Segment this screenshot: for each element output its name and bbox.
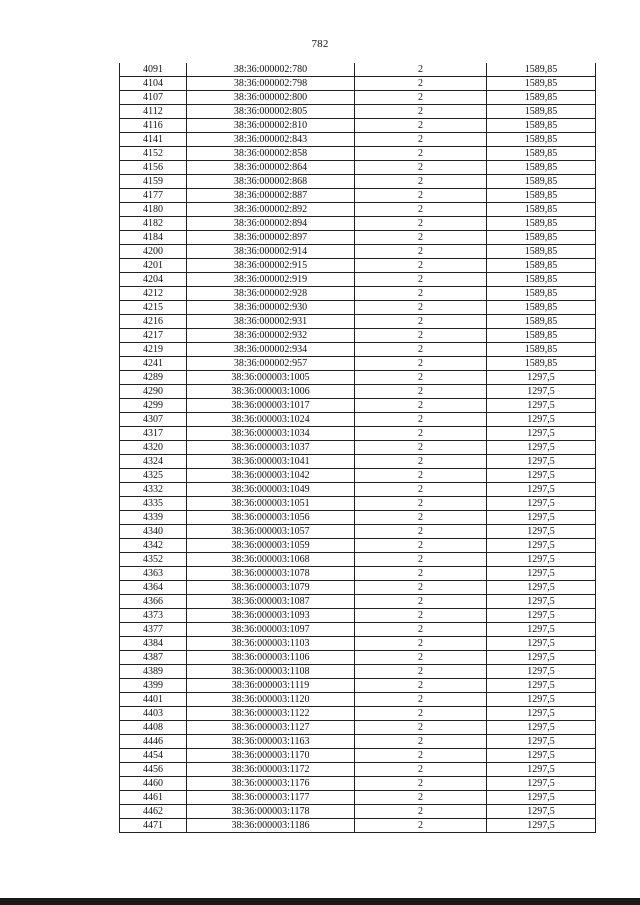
table-row: [120, 511, 596, 525]
cell-cadastral-number: 38:36:000003:1119: [187, 679, 355, 693]
cell-value: 1297,5: [487, 497, 596, 511]
cell-record-number: 4204: [120, 273, 187, 287]
cell-cadastral-number: 38:36:000003:1056: [187, 511, 355, 525]
cell-record-number: 4217: [120, 329, 187, 343]
cell-value: 1297,5: [487, 777, 596, 791]
cell-value: 1589,85: [487, 343, 596, 357]
cell-cadastral-number: 38:36:000002:864: [187, 161, 355, 175]
cell-count: 2: [355, 301, 487, 315]
cell-value: 1297,5: [487, 399, 596, 413]
cell-record-number: 4401: [120, 693, 187, 707]
table-row: [120, 553, 596, 567]
cell-record-number: 4107: [120, 91, 187, 105]
cell-record-number: 4461: [120, 791, 187, 805]
table-row: [120, 567, 596, 581]
cell-count: 2: [355, 413, 487, 427]
cell-count: 2: [355, 511, 487, 525]
table-row: [120, 609, 596, 623]
table-row: [120, 791, 596, 805]
cell-count: 2: [355, 805, 487, 819]
cell-record-number: 4335: [120, 497, 187, 511]
table-row: [120, 525, 596, 539]
cell-value: 1589,85: [487, 357, 596, 371]
cell-cadastral-number: 38:36:000002:915: [187, 259, 355, 273]
cell-value: 1297,5: [487, 693, 596, 707]
table-row: [120, 427, 596, 441]
cell-cadastral-number: 38:36:000002:957: [187, 357, 355, 371]
cell-value: 1589,85: [487, 217, 596, 231]
cell-cadastral-number: 38:36:000003:1041: [187, 455, 355, 469]
cell-count: 2: [355, 483, 487, 497]
cell-cadastral-number: 38:36:000003:1057: [187, 525, 355, 539]
cell-cadastral-number: 38:36:000003:1087: [187, 595, 355, 609]
table-row: [120, 245, 596, 259]
cell-record-number: 4299: [120, 399, 187, 413]
cell-cadastral-number: 38:36:000003:1017: [187, 399, 355, 413]
table-row: [120, 189, 596, 203]
cell-count: 2: [355, 581, 487, 595]
registry-table-body: [120, 63, 596, 833]
cell-count: 2: [355, 287, 487, 301]
cell-value: 1297,5: [487, 483, 596, 497]
cell-cadastral-number: 38:36:000002:843: [187, 133, 355, 147]
table-row: [120, 441, 596, 455]
cell-count: 2: [355, 623, 487, 637]
cell-count: 2: [355, 665, 487, 679]
cell-value: 1297,5: [487, 553, 596, 567]
cell-cadastral-number: 38:36:000002:919: [187, 273, 355, 287]
cell-record-number: 4290: [120, 385, 187, 399]
table-row: [120, 763, 596, 777]
cell-cadastral-number: 38:36:000002:894: [187, 217, 355, 231]
cell-cadastral-number: 38:36:000003:1120: [187, 693, 355, 707]
cell-cadastral-number: 38:36:000002:887: [187, 189, 355, 203]
cell-count: 2: [355, 763, 487, 777]
cell-record-number: 4446: [120, 735, 187, 749]
cell-record-number: 4384: [120, 637, 187, 651]
cell-record-number: 4307: [120, 413, 187, 427]
cell-count: 2: [355, 469, 487, 483]
cell-count: 2: [355, 385, 487, 399]
table-row: [120, 315, 596, 329]
cell-value: 1297,5: [487, 707, 596, 721]
cell-value: 1589,85: [487, 133, 596, 147]
cell-record-number: 4317: [120, 427, 187, 441]
cell-record-number: 4241: [120, 357, 187, 371]
cell-record-number: 4182: [120, 217, 187, 231]
cell-record-number: 4366: [120, 595, 187, 609]
cell-cadastral-number: 38:36:000003:1024: [187, 413, 355, 427]
page-number: 782: [311, 38, 329, 50]
cell-value: 1589,85: [487, 161, 596, 175]
cell-record-number: 4454: [120, 749, 187, 763]
cell-count: 2: [355, 259, 487, 273]
cell-count: 2: [355, 777, 487, 791]
cell-record-number: 4340: [120, 525, 187, 539]
cell-value: 1589,85: [487, 203, 596, 217]
cell-value: 1297,5: [487, 637, 596, 651]
cell-count: 2: [355, 721, 487, 735]
cell-record-number: 4339: [120, 511, 187, 525]
cell-cadastral-number: 38:36:000003:1051: [187, 497, 355, 511]
table-row: [120, 161, 596, 175]
cell-count: 2: [355, 105, 487, 119]
cell-cadastral-number: 38:36:000002:930: [187, 301, 355, 315]
table-row: [120, 581, 596, 595]
cell-value: 1589,85: [487, 147, 596, 161]
cell-record-number: 4364: [120, 581, 187, 595]
cell-cadastral-number: 38:36:000003:1127: [187, 721, 355, 735]
table-row: [120, 651, 596, 665]
cell-value: 1297,5: [487, 371, 596, 385]
cell-record-number: 4471: [120, 819, 187, 833]
cell-record-number: 4377: [120, 623, 187, 637]
cell-cadastral-number: 38:36:000002:868: [187, 175, 355, 189]
table-row: [120, 357, 596, 371]
cell-record-number: 4389: [120, 665, 187, 679]
cell-value: 1589,85: [487, 77, 596, 91]
table-row: [120, 539, 596, 553]
cell-record-number: 4152: [120, 147, 187, 161]
table-row: [120, 679, 596, 693]
cell-cadastral-number: 38:36:000002:934: [187, 343, 355, 357]
cell-cadastral-number: 38:36:000002:798: [187, 77, 355, 91]
cell-value: 1297,5: [487, 735, 596, 749]
cell-record-number: 4320: [120, 441, 187, 455]
cell-count: 2: [355, 371, 487, 385]
cell-count: 2: [355, 651, 487, 665]
cell-cadastral-number: 38:36:000003:1108: [187, 665, 355, 679]
cell-cadastral-number: 38:36:000003:1059: [187, 539, 355, 553]
cell-record-number: 4363: [120, 567, 187, 581]
cell-count: 2: [355, 77, 487, 91]
cell-count: 2: [355, 497, 487, 511]
cell-record-number: 4180: [120, 203, 187, 217]
cell-count: 2: [355, 119, 487, 133]
table-row: [120, 91, 596, 105]
cell-cadastral-number: 38:36:000002:914: [187, 245, 355, 259]
cell-value: 1297,5: [487, 441, 596, 455]
table-row: [120, 805, 596, 819]
cell-value: 1297,5: [487, 455, 596, 469]
cell-value: 1589,85: [487, 189, 596, 203]
cell-cadastral-number: 38:36:000003:1163: [187, 735, 355, 749]
cell-cadastral-number: 38:36:000002:858: [187, 147, 355, 161]
table-row: [120, 385, 596, 399]
table-row: [120, 399, 596, 413]
cell-value: 1297,5: [487, 805, 596, 819]
table-row: [120, 735, 596, 749]
cell-record-number: 4462: [120, 805, 187, 819]
bottom-scan-edge: [0, 898, 640, 905]
cell-cadastral-number: 38:36:000002:892: [187, 203, 355, 217]
cell-cadastral-number: 38:36:000002:928: [187, 287, 355, 301]
cell-cadastral-number: 38:36:000003:1172: [187, 763, 355, 777]
cell-count: 2: [355, 217, 487, 231]
cell-count: 2: [355, 161, 487, 175]
cell-count: 2: [355, 595, 487, 609]
cell-count: 2: [355, 525, 487, 539]
cell-record-number: 4159: [120, 175, 187, 189]
cell-count: 2: [355, 567, 487, 581]
cell-record-number: 4091: [120, 63, 187, 77]
cell-value: 1297,5: [487, 525, 596, 539]
cell-count: 2: [355, 133, 487, 147]
table-row: [120, 133, 596, 147]
cell-value: 1589,85: [487, 315, 596, 329]
cell-count: 2: [355, 553, 487, 567]
cell-count: 2: [355, 679, 487, 693]
cell-record-number: 4352: [120, 553, 187, 567]
cell-record-number: 4403: [120, 707, 187, 721]
cell-cadastral-number: 38:36:000003:1079: [187, 581, 355, 595]
cell-cadastral-number: 38:36:000002:897: [187, 231, 355, 245]
cell-value: 1297,5: [487, 511, 596, 525]
table-row: [120, 147, 596, 161]
cell-cadastral-number: 38:36:000002:932: [187, 329, 355, 343]
cell-count: 2: [355, 735, 487, 749]
table-row: [120, 273, 596, 287]
cell-record-number: 4184: [120, 231, 187, 245]
cell-count: 2: [355, 749, 487, 763]
table-row: [120, 623, 596, 637]
table-row: [120, 203, 596, 217]
cell-record-number: 4324: [120, 455, 187, 469]
cell-count: 2: [355, 343, 487, 357]
cell-record-number: 4289: [120, 371, 187, 385]
cell-value: 1589,85: [487, 329, 596, 343]
cell-record-number: 4201: [120, 259, 187, 273]
table-row: [120, 455, 596, 469]
cell-count: 2: [355, 231, 487, 245]
cell-value: 1589,85: [487, 273, 596, 287]
table-row: [120, 119, 596, 133]
cell-value: 1297,5: [487, 427, 596, 441]
cell-count: 2: [355, 329, 487, 343]
cell-record-number: 4141: [120, 133, 187, 147]
cell-value: 1297,5: [487, 791, 596, 805]
cell-cadastral-number: 38:36:000003:1103: [187, 637, 355, 651]
cell-record-number: 4408: [120, 721, 187, 735]
cell-value: 1297,5: [487, 651, 596, 665]
cell-count: 2: [355, 175, 487, 189]
cell-cadastral-number: 38:36:000003:1178: [187, 805, 355, 819]
table-row: [120, 175, 596, 189]
cell-count: 2: [355, 637, 487, 651]
cell-count: 2: [355, 315, 487, 329]
cell-value: 1297,5: [487, 413, 596, 427]
cell-value: 1297,5: [487, 567, 596, 581]
cell-cadastral-number: 38:36:000002:805: [187, 105, 355, 119]
cell-count: 2: [355, 203, 487, 217]
cell-cadastral-number: 38:36:000002:810: [187, 119, 355, 133]
table-row: [120, 721, 596, 735]
cell-cadastral-number: 38:36:000002:780: [187, 63, 355, 77]
cell-count: 2: [355, 539, 487, 553]
cell-value: 1297,5: [487, 595, 596, 609]
table-row: [120, 63, 596, 77]
cell-record-number: 4200: [120, 245, 187, 259]
cell-value: 1589,85: [487, 259, 596, 273]
cell-record-number: 4216: [120, 315, 187, 329]
cell-record-number: 4116: [120, 119, 187, 133]
cell-value: 1297,5: [487, 749, 596, 763]
cell-value: 1297,5: [487, 539, 596, 553]
cell-cadastral-number: 38:36:000003:1042: [187, 469, 355, 483]
cell-cadastral-number: 38:36:000003:1037: [187, 441, 355, 455]
cell-count: 2: [355, 455, 487, 469]
table-row: [120, 343, 596, 357]
cell-value: 1589,85: [487, 119, 596, 133]
cell-record-number: 4156: [120, 161, 187, 175]
cell-cadastral-number: 38:36:000003:1177: [187, 791, 355, 805]
cell-record-number: 4177: [120, 189, 187, 203]
cell-value: 1589,85: [487, 105, 596, 119]
cell-value: 1589,85: [487, 245, 596, 259]
cell-count: 2: [355, 189, 487, 203]
cell-value: 1589,85: [487, 287, 596, 301]
cell-record-number: 4373: [120, 609, 187, 623]
cell-record-number: 4212: [120, 287, 187, 301]
table-row: [120, 231, 596, 245]
table-row: [120, 301, 596, 315]
cell-value: 1589,85: [487, 91, 596, 105]
cell-value: 1589,85: [487, 63, 596, 77]
table-row: [120, 595, 596, 609]
cell-count: 2: [355, 147, 487, 161]
cell-value: 1297,5: [487, 679, 596, 693]
cell-record-number: 4342: [120, 539, 187, 553]
cell-count: 2: [355, 819, 487, 833]
table-row: [120, 329, 596, 343]
cell-count: 2: [355, 245, 487, 259]
cell-cadastral-number: 38:36:000003:1006: [187, 385, 355, 399]
cell-count: 2: [355, 63, 487, 77]
cell-count: 2: [355, 609, 487, 623]
cell-record-number: 4399: [120, 679, 187, 693]
table-row: [120, 777, 596, 791]
cell-value: 1297,5: [487, 721, 596, 735]
cell-value: 1589,85: [487, 301, 596, 315]
cell-cadastral-number: 38:36:000003:1034: [187, 427, 355, 441]
table-row: [120, 77, 596, 91]
registry-table: [119, 63, 596, 833]
cell-cadastral-number: 38:36:000003:1176: [187, 777, 355, 791]
cell-count: 2: [355, 273, 487, 287]
table-row: [120, 497, 596, 511]
cell-cadastral-number: 38:36:000003:1097: [187, 623, 355, 637]
cell-value: 1297,5: [487, 763, 596, 777]
cell-record-number: 4387: [120, 651, 187, 665]
table-row: [120, 217, 596, 231]
cell-cadastral-number: 38:36:000003:1068: [187, 553, 355, 567]
cell-count: 2: [355, 427, 487, 441]
table-row: [120, 693, 596, 707]
cell-record-number: 4215: [120, 301, 187, 315]
cell-record-number: 4456: [120, 763, 187, 777]
cell-count: 2: [355, 357, 487, 371]
table-row: [120, 707, 596, 721]
table-row: [120, 413, 596, 427]
table-row: [120, 105, 596, 119]
cell-cadastral-number: 38:36:000003:1078: [187, 567, 355, 581]
cell-value: 1297,5: [487, 819, 596, 833]
cell-cadastral-number: 38:36:000003:1005: [187, 371, 355, 385]
table-row: [120, 665, 596, 679]
cell-cadastral-number: 38:36:000003:1049: [187, 483, 355, 497]
cell-cadastral-number: 38:36:000003:1106: [187, 651, 355, 665]
table-row: [120, 469, 596, 483]
cell-value: 1589,85: [487, 175, 596, 189]
cell-count: 2: [355, 707, 487, 721]
cell-count: 2: [355, 91, 487, 105]
cell-count: 2: [355, 399, 487, 413]
table-row: [120, 287, 596, 301]
cell-count: 2: [355, 791, 487, 805]
cell-cadastral-number: 38:36:000003:1122: [187, 707, 355, 721]
cell-count: 2: [355, 441, 487, 455]
cell-value: 1297,5: [487, 385, 596, 399]
cell-cadastral-number: 38:36:000002:800: [187, 91, 355, 105]
table-row: [120, 259, 596, 273]
cell-record-number: 4112: [120, 105, 187, 119]
cell-count: 2: [355, 693, 487, 707]
table-row: [120, 371, 596, 385]
table-row: [120, 637, 596, 651]
cell-record-number: 4332: [120, 483, 187, 497]
cell-value: 1297,5: [487, 469, 596, 483]
table-row: [120, 483, 596, 497]
cell-record-number: 4104: [120, 77, 187, 91]
cell-record-number: 4325: [120, 469, 187, 483]
table-row: [120, 749, 596, 763]
cell-value: 1297,5: [487, 623, 596, 637]
cell-value: 1297,5: [487, 581, 596, 595]
cell-value: 1297,5: [487, 609, 596, 623]
cell-cadastral-number: 38:36:000002:931: [187, 315, 355, 329]
cell-cadastral-number: 38:36:000003:1170: [187, 749, 355, 763]
cell-record-number: 4219: [120, 343, 187, 357]
cell-cadastral-number: 38:36:000003:1093: [187, 609, 355, 623]
table-row: [120, 819, 596, 833]
cell-cadastral-number: 38:36:000003:1186: [187, 819, 355, 833]
cell-value: 1297,5: [487, 665, 596, 679]
cell-record-number: 4460: [120, 777, 187, 791]
cell-value: 1589,85: [487, 231, 596, 245]
